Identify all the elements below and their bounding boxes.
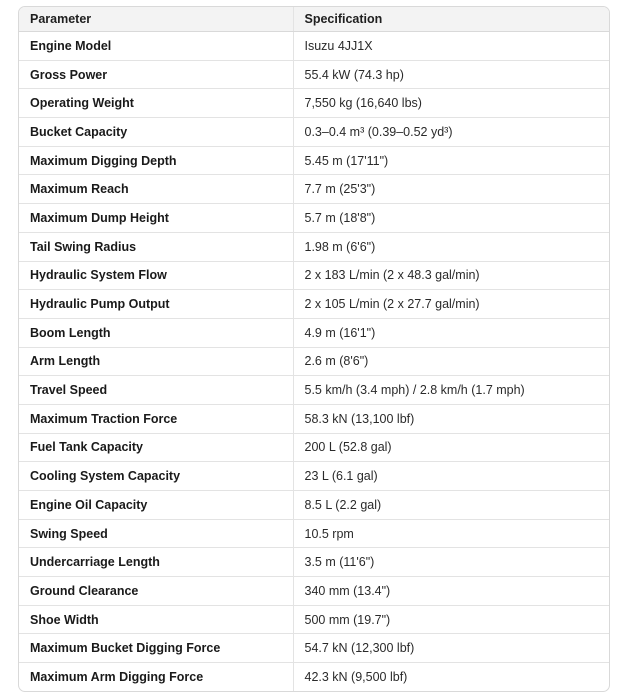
table-row — [19, 605, 609, 634]
header-row — [19, 7, 609, 32]
parameter-cell: Hydraulic System Flow — [19, 261, 293, 290]
table-row — [19, 32, 609, 61]
parameter-cell: Engine Model — [19, 32, 293, 61]
table-row — [19, 634, 609, 663]
specification-cell: 200 L (52.8 gal) — [293, 433, 609, 462]
parameter-cell: Travel Speed — [19, 376, 293, 405]
header-specification: Specification — [293, 7, 609, 32]
table-row — [19, 118, 609, 147]
table-row — [19, 60, 609, 89]
parameter-cell: Maximum Reach — [19, 175, 293, 204]
table-row — [19, 347, 609, 376]
table-row — [19, 318, 609, 347]
table-row — [19, 146, 609, 175]
parameter-cell: Undercarriage Length — [19, 548, 293, 577]
specification-cell: 55.4 kW (74.3 hp) — [293, 60, 609, 89]
table-row — [19, 376, 609, 405]
specification-cell: 2 x 183 L/min (2 x 48.3 gal/min) — [293, 261, 609, 290]
parameter-cell: Cooling System Capacity — [19, 462, 293, 491]
parameter-cell: Maximum Arm Digging Force — [30, 669, 204, 684]
table-row — [19, 232, 609, 261]
specification-cell: 3.5 m (11'6") — [293, 548, 609, 577]
specification-cell: 5.5 km/h (3.4 mph) / 2.8 km/h (1.7 mph) — [293, 376, 609, 405]
parameter-cell: Shoe Width — [19, 605, 293, 634]
specification-cell: 23 L (6.1 gal) — [293, 462, 609, 491]
specification-cell: 58.3 kN (13,100 lbf) — [293, 404, 609, 433]
specification-cell: 500 mm (19.7") — [293, 605, 609, 634]
parameter-cell: Hydraulic Pump Output — [19, 290, 293, 319]
specification-cell: 4.9 m (16'1") — [293, 318, 609, 347]
specification-cell: 5.45 m (17'11") — [293, 146, 609, 175]
table-row — [19, 519, 609, 548]
parameter-cell: Maximum Bucket Digging Force — [19, 634, 293, 663]
table-row — [19, 433, 609, 462]
table-row — [19, 404, 609, 433]
table-row — [19, 261, 609, 290]
parameter-cell: Maximum Traction Force — [19, 404, 293, 433]
table-row — [19, 89, 609, 118]
table-header — [19, 7, 609, 32]
specification-cell: 340 mm (13.4") — [293, 577, 609, 606]
specification-cell: 1.98 m (6'6") — [293, 232, 609, 261]
specification-cell: 8.5 L (2.2 gal) — [293, 491, 609, 520]
parameter-cell: Bucket Capacity — [19, 118, 293, 147]
table-row — [19, 577, 609, 606]
specification-cell: 10.5 rpm — [293, 519, 609, 548]
spec-table-container — [18, 6, 610, 692]
table-row — [19, 175, 609, 204]
specification-cell: 5.7 m (18'8") — [293, 204, 609, 233]
specification-cell: 2.6 m (8'6") — [293, 347, 609, 376]
table-row — [19, 663, 609, 691]
parameter-cell: Gross Power — [19, 60, 293, 89]
parameter-cell: Maximum Dump Height — [19, 204, 293, 233]
parameter-cell: Boom Length — [19, 318, 293, 347]
parameter-cell: Operating Weight — [19, 89, 293, 118]
specification-cell: 7,550 kg (16,640 lbs) — [293, 89, 609, 118]
table-row — [19, 462, 609, 491]
parameter-cell: Maximum Digging Depth — [19, 146, 293, 175]
table-body — [19, 32, 609, 691]
specification-cell: 42.3 kN (9,500 lbf) — [293, 663, 609, 691]
parameter-cell: Fuel Tank Capacity — [19, 433, 293, 462]
spec-table — [19, 7, 609, 691]
specification-cell: Isuzu 4JJ1X — [293, 32, 609, 61]
header-parameter: Parameter — [19, 7, 293, 32]
specification-cell: 7.7 m (25'3") — [293, 175, 609, 204]
table-row — [19, 204, 609, 233]
table-row — [19, 290, 609, 319]
parameter-cell: Swing Speed — [19, 519, 293, 548]
table-row — [19, 548, 609, 577]
table-row — [19, 491, 609, 520]
specification-cell: 0.3–0.4 m³ (0.39–0.52 yd³) — [293, 118, 609, 147]
parameter-cell: Arm Length — [19, 347, 293, 376]
specification-cell: 2 x 105 L/min (2 x 27.7 gal/min) — [293, 290, 609, 319]
parameter-cell: Engine Oil Capacity — [19, 491, 293, 520]
specification-cell: 54.7 kN (12,300 lbf) — [293, 634, 609, 663]
parameter-cell: Tail Swing Radius — [19, 232, 293, 261]
parameter-cell: Ground Clearance — [19, 577, 293, 606]
